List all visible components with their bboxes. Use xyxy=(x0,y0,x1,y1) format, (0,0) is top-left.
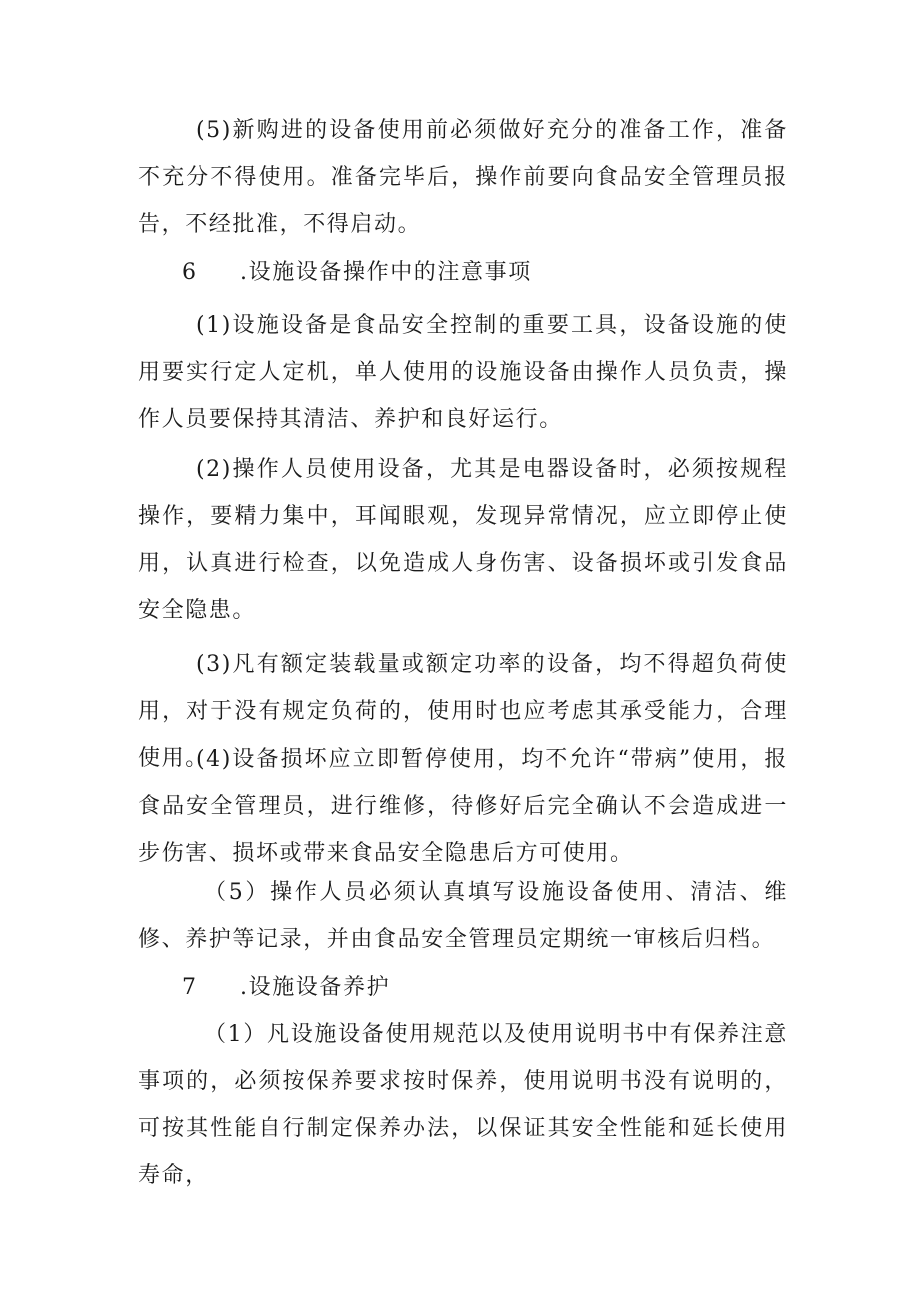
paragraph-operation-item-4: (4)设备损坏应立即暂停使用，均不允许“带病”使用，报食品安全管理员，进行维修，待修好后完全确认不会造成进一步伤害、损坏或带来食品安全隐患后方可使用。 xyxy=(138,747,788,866)
paragraph-operation-item-3: (3)凡有额定装载量或额定功率的设备，均不得超负荷使用，对于没有规定负荷的，使用时也应考虑其承受能力，合理使用。 xyxy=(138,652,788,771)
section-number: 7 xyxy=(182,975,198,1000)
paragraph-operation-item-1: (1)设施设备是食品安全控制的重要工具，设备设施的使用要实行定人定机，单人使用的设施设备由操作人员负责，操作人员要保持其清洁、养护和良好运行。 xyxy=(138,313,788,432)
section-heading-6 xyxy=(182,249,532,296)
section-number: 6 xyxy=(182,260,198,285)
paragraph-operation-item-2: (2)操作人员使用设备，尤其是电器设备时，必须按规程操作，要精力集中，耳闻眼观，发现异常情况，应立即停止使用，认真进行检查，以免造成人身伤害、设备损坏或引发食品安全隐患。 xyxy=(138,457,788,623)
section-heading-7 xyxy=(182,964,390,1011)
paragraph-new-equipment-preparation: (5)新购进的设备使用前必须做好充分的准备工作，准备不充分不得使用。准备完毕后，操作前要向食品安全管理员报告，不经批准，不得启动。 xyxy=(138,118,788,237)
section-title: .设施设备养护 xyxy=(240,975,391,1000)
paragraph-maintenance-item-1: （1）凡设施设备使用规范以及使用说明书中有保养注意事项的，必须按保养要求按时保养，使用说明书没有说明的，可按其性能自行制定保养办法，以保证其安全性能和延长使用寿命， xyxy=(138,1022,788,1188)
section-title: .设施设备操作中的注意事项 xyxy=(240,260,532,285)
paragraph-operation-item-5: （5）操作人员必须认真填写设施设备使用、清洁、维修、养护等记录，并由食品安全管理员定期统一审核后归档。 xyxy=(138,880,788,952)
